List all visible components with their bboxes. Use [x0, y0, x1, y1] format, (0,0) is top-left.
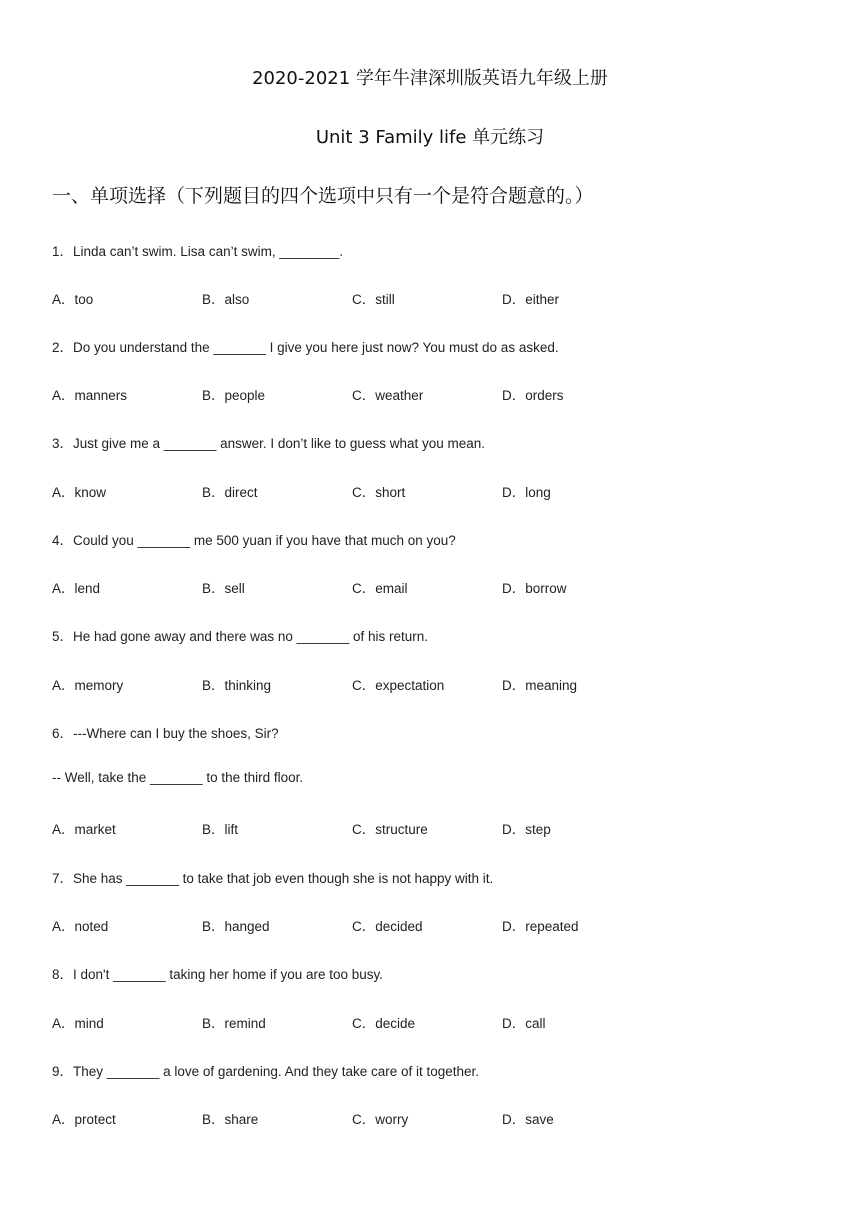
option-c: C．email [352, 581, 408, 596]
question-9-options [52, 1108, 812, 1128]
section-heading: 一、单项选择（下列题目的四个选项中只有一个是符合题意的。） [52, 185, 594, 207]
option-b: B．remind [202, 1016, 266, 1031]
option-c: C．decide [352, 1016, 416, 1031]
question-5-stem: 5．He had gone away and there was no _______ of his return. [52, 629, 429, 644]
option-c: C．structure [352, 822, 428, 837]
option-c: C．still [352, 292, 395, 307]
option-a: A．memory [52, 678, 124, 693]
option-a: A．lend [52, 581, 101, 596]
option-c: C．weather [352, 388, 424, 403]
option-a: A．too [52, 292, 94, 307]
question-1-options [52, 288, 812, 308]
option-b: B．also [202, 292, 250, 307]
option-a: A．manners [52, 388, 128, 403]
option-c: C．short [352, 485, 406, 500]
option-d: D．borrow [502, 581, 567, 596]
question-6-options [52, 818, 812, 838]
question-1-stem: 1．Linda can’t swim. Lisa can’t swim, ________. [52, 244, 344, 259]
option-a: A．mind [52, 1016, 104, 1031]
option-a: A．know [52, 485, 107, 500]
question-8-stem: 8．I don't _______ taking her home if you are too busy. [52, 967, 384, 982]
option-c: C．expectation [352, 678, 445, 693]
option-b: B．share [202, 1112, 259, 1127]
option-d: D．step [502, 822, 551, 837]
question-4-options [52, 577, 812, 597]
option-c: C．decided [352, 919, 423, 934]
option-a: A．market [52, 822, 116, 837]
option-b: B．direct [202, 485, 258, 500]
option-b: B．lift [202, 822, 239, 837]
option-b: B．hanged [202, 919, 270, 934]
question-2-stem: 2．Do you understand the _______ I give you here just now? You must do as asked. [52, 340, 559, 355]
question-3-stem: 3．Just give me a _______ answer. I don’t like to guess what you mean. [52, 436, 486, 451]
option-d: D．repeated [502, 919, 579, 934]
question-2-options [52, 384, 812, 404]
option-b: B．sell [202, 581, 245, 596]
option-d: D．long [502, 485, 551, 500]
option-b: B．people [202, 388, 266, 403]
question-3-options [52, 481, 812, 501]
option-d: D．meaning [502, 678, 578, 693]
option-a: A．protect [52, 1112, 116, 1127]
question-5-options [52, 674, 812, 694]
option-d: D．orders [502, 388, 564, 403]
document-title: 2020-2021 学年牛津深圳版英语九年级上册 [252, 68, 608, 89]
option-d: D．call [502, 1016, 546, 1031]
question-6-stem: 6．---Where can I buy the shoes, Sir? [52, 726, 279, 741]
question-8-options [52, 1012, 812, 1032]
question-9-stem: 9．They _______ a love of gardening. And they take care of it together. [52, 1064, 480, 1079]
question-7-options [52, 915, 812, 935]
option-a: A．noted [52, 919, 109, 934]
option-b: B．thinking [202, 678, 272, 693]
question-6-response: -- Well, take the _______ to the third floor. [52, 770, 304, 785]
document-subtitle: Unit 3 Family life 单元练习 [315, 127, 545, 148]
question-4-stem: 4．Could you _______ me 500 yuan if you have that much on you? [52, 533, 456, 548]
question-7-stem: 7．She has _______ to take that job even though she is not happy with it. [52, 871, 494, 886]
option-d: D．either [502, 292, 560, 307]
option-d: D．save [502, 1112, 554, 1127]
option-c: C．worry [352, 1112, 409, 1127]
